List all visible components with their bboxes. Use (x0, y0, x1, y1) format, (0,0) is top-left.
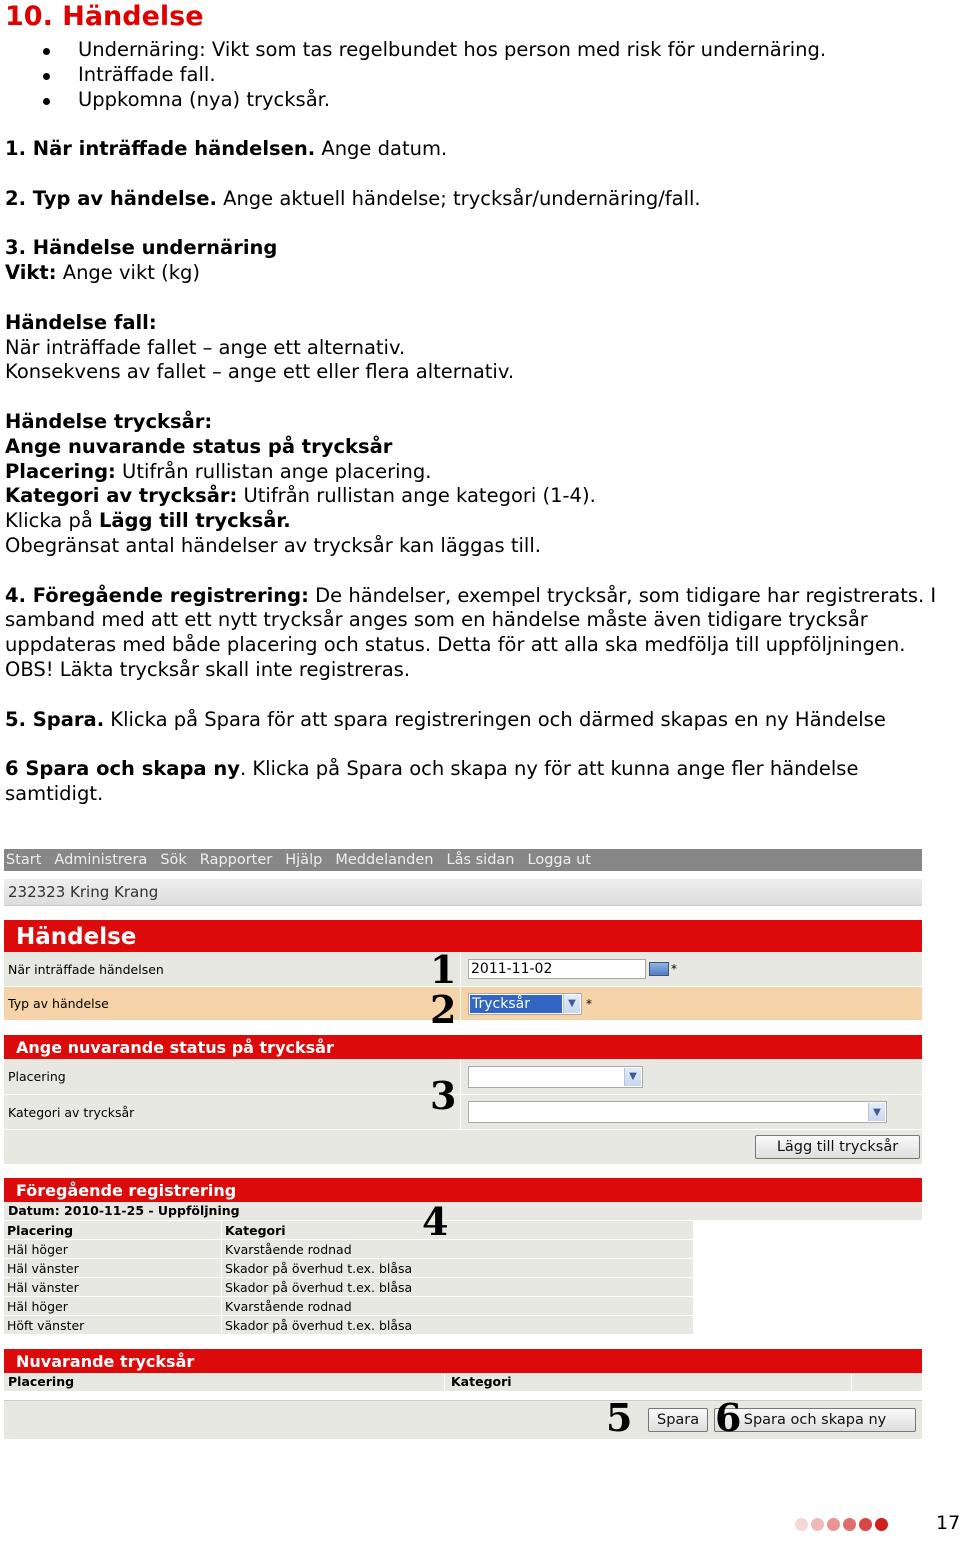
kategori-label: Kategori av trycksår (4, 1095, 461, 1129)
status-header: Ange nuvarande status på trycksår (4, 1035, 922, 1059)
marker-3: 3 (430, 1073, 457, 1118)
prev-table (4, 1221, 694, 1335)
placering-select[interactable] (468, 1066, 643, 1088)
marker-6: 6 (715, 1395, 742, 1440)
table-row: Höft vänster Skador på överhud t.ex. blåsa (4, 1316, 694, 1335)
fall-line-1: När inträffade fallet – ange ett alternativ. (5, 335, 406, 359)
trycksar-heading: Händelse trycksår: (5, 409, 213, 433)
table-row: Häl vänster Skador på överhud t.ex. blåsa (4, 1259, 694, 1278)
nav-logga-ut[interactable]: Logga ut (527, 852, 591, 868)
bullet-item: Inträffade fall. (78, 63, 950, 88)
current-table-header: Placering Kategori (4, 1373, 922, 1392)
placering-row (4, 1059, 922, 1095)
step-2: 2. Typ av händelse. Ange aktuell händelse; trycksår/undernäring/fall. (5, 186, 701, 210)
date-input[interactable]: 2011-11-02 (468, 959, 646, 979)
marker-1: 1 (430, 947, 457, 992)
bullet-item: Uppkomna (nya) trycksår. (78, 88, 950, 113)
nav-administrera[interactable]: Administrera (54, 852, 148, 868)
prev-header: Föregående registrering (4, 1178, 922, 1202)
nav-sok[interactable]: Sök (160, 852, 187, 868)
step-4: 4. Föregående registrering: De händelser, exempel trycksår, som tidigare har registrerats. I samband med att ett nytt trycksår anges som en händelse måste även tidigare trycksår uppdateras med både placering och status. Detta för att alla ska medfölja till uppföljningen. OBS! Läkta trycksår skall inte registreras. (5, 583, 937, 681)
add-trycksar-button[interactable]: Lägg till trycksår (755, 1135, 920, 1159)
step-1: 1. När inträffade händelsen. Ange datum. (5, 137, 448, 161)
save-and-new-button[interactable]: Spara och skapa ny (714, 1408, 916, 1432)
obegransat-text: Obegränsat antal händelser av trycksår kan läggas till. (5, 533, 541, 557)
step-3: 3. Händelse undernäring (5, 236, 278, 260)
dot (795, 1518, 808, 1531)
table-row: Häl höger Kvarstående rodnad (4, 1297, 694, 1316)
dot (827, 1518, 840, 1531)
chevron-down-icon: ▼ (868, 1103, 885, 1121)
kategori-select[interactable] (468, 1101, 887, 1123)
section-heading: 10. Händelse (5, 1, 204, 32)
app-screenshot (4, 849, 922, 1439)
nav-las-sidan[interactable]: Lås sidan (446, 852, 515, 868)
placering-text: Placering: Utifrån rullistan ange placering. (5, 459, 432, 483)
add-row (4, 1130, 922, 1164)
nav-start[interactable]: Start (6, 852, 42, 868)
dot (811, 1518, 824, 1531)
fall-heading: Händelse fall: (5, 310, 157, 334)
type-select[interactable]: Trycksår ▼ (468, 993, 582, 1015)
date-label: När inträffade händelsen (4, 952, 461, 986)
required-mark: * (671, 962, 677, 976)
page-number: 17 (936, 1512, 960, 1534)
step-5: 5. Spara. Klicka på Spara för att spara registreringen och därmed skapas en ny Händelse (5, 707, 886, 731)
date-row (4, 952, 922, 987)
calendar-icon[interactable] (649, 962, 669, 976)
dot (843, 1518, 856, 1531)
type-label: Typ av händelse (4, 987, 461, 1020)
user-bar: 232323 Kring Krang (4, 879, 922, 906)
step-6: 6 Spara och skapa ny. Klicka på Spara och skapa ny för att kunna ange fler händelse samtidigt. (5, 757, 859, 805)
table-header: Placering Kategori (4, 1221, 694, 1240)
document-text (5, 0, 950, 807)
chevron-down-icon: ▼ (624, 1068, 641, 1086)
footer-dots (795, 1518, 888, 1531)
action-row (4, 1400, 922, 1439)
top-nav (4, 849, 922, 871)
placering-label: Placering (4, 1059, 461, 1094)
form-title: Händelse (4, 920, 922, 952)
marker-5: 5 (606, 1395, 633, 1440)
dot (875, 1518, 888, 1531)
marker-4: 4 (422, 1199, 449, 1244)
step-3-vikt: Vikt: Ange vikt (kg) (5, 261, 200, 285)
bullet-item: Undernäring: Vikt som tas regelbundet hos person med risk för undernäring. (78, 38, 950, 63)
dot (859, 1518, 872, 1531)
nav-meddelanden[interactable]: Meddelanden (335, 852, 434, 868)
type-row (4, 987, 922, 1021)
kategori-text: Kategori av trycksår: Utifrån rullistan ange kategori (1-4). (5, 484, 596, 508)
marker-2: 2 (430, 987, 457, 1032)
klicka-text: Klicka på Lägg till trycksår. (5, 509, 291, 533)
table-row: Häl höger Kvarstående rodnad (4, 1240, 694, 1259)
nav-hjalp[interactable]: Hjälp (285, 852, 323, 868)
fall-line-2: Konsekvens av fallet – ange ett eller flera alternativ. (5, 360, 515, 384)
table-row: Häl vänster Skador på överhud t.ex. blåsa (4, 1278, 694, 1297)
current-header: Nuvarande trycksår (4, 1349, 922, 1373)
chevron-down-icon: ▼ (563, 995, 580, 1013)
bullet-list (5, 38, 950, 112)
trycksar-status: Ange nuvarande status på trycksår (5, 434, 393, 458)
kategori-row (4, 1095, 922, 1130)
nav-rapporter[interactable]: Rapporter (199, 852, 273, 868)
required-mark: * (586, 996, 592, 1011)
save-button[interactable]: Spara (648, 1408, 708, 1432)
prev-date: Datum: 2010-11-25 - Uppföljning (4, 1202, 922, 1221)
